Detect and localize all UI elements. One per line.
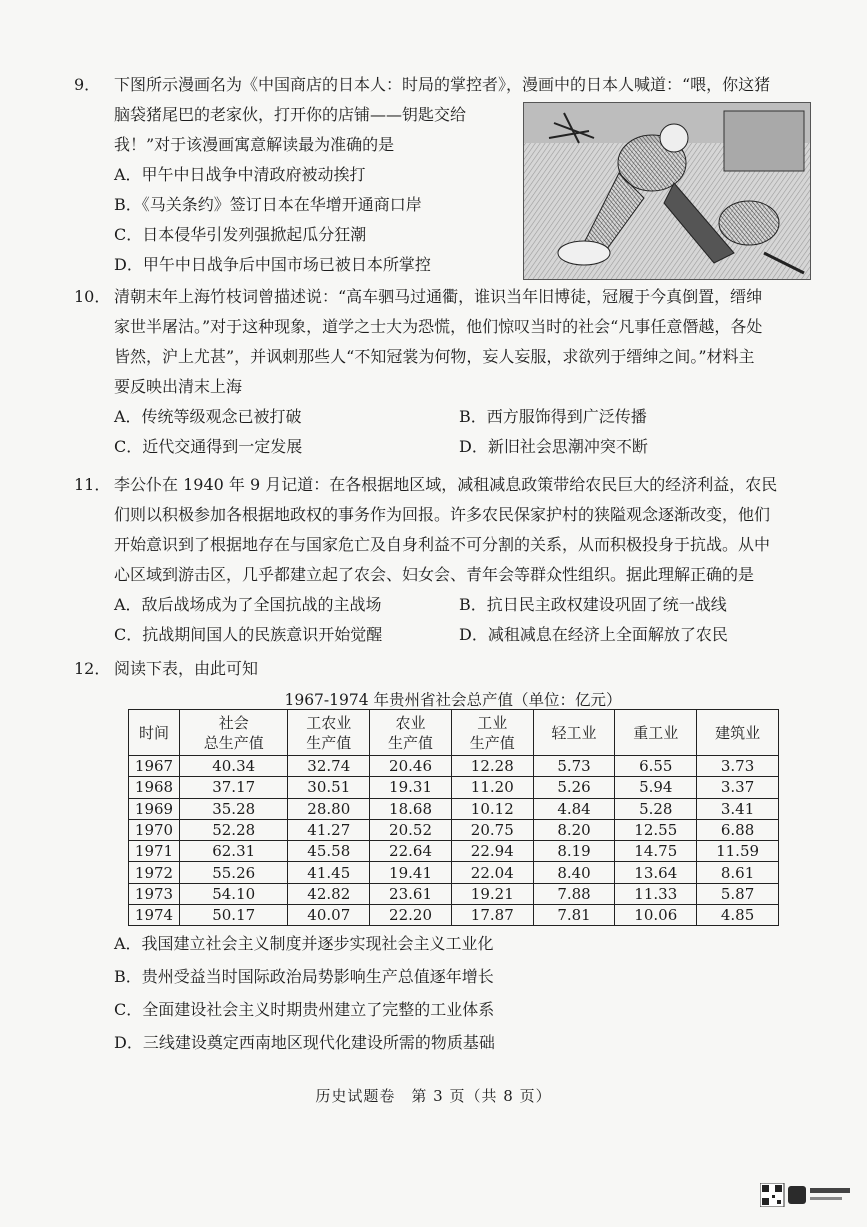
- table-cell: 4.84: [533, 798, 615, 819]
- header-line: 工业: [477, 713, 508, 732]
- table-cell: 55.26: [180, 862, 288, 883]
- table-cell: 11.20: [451, 777, 533, 798]
- table-cell: 1972: [129, 862, 180, 883]
- table-cell: 19.31: [370, 777, 452, 798]
- question-number: 11．: [74, 475, 111, 494]
- table-cell: 1967: [129, 756, 180, 777]
- table-cell: 54.10: [180, 883, 288, 904]
- question-line: 皆然，沪上尤甚”，并讽刺那些人“不知冠裳为何物，妄人妄服，求欲列于缙绅之间。”材料主: [114, 347, 755, 366]
- question-line: 家世半屠沽。”对于这种现象，道学之士大为恐慌，他们惊叹当时的社会“凡事任意僭越，各处: [114, 317, 763, 336]
- table-header-row: [129, 710, 779, 756]
- table-cell: 62.31: [180, 841, 288, 862]
- header-line: 生产值: [306, 733, 352, 752]
- question-options: [114, 590, 827, 650]
- header-line: 工农业: [306, 713, 352, 732]
- table-cell: 3.41: [697, 798, 779, 819]
- header-line: 生产值: [388, 733, 434, 752]
- question-line: 李公仆在 1940 年 9 月记道：在各根据地区域，减租减息政策带给农民巨大的经济利益，农民: [114, 475, 778, 494]
- table-header-cell: [129, 710, 180, 756]
- header-line: 轻工业: [551, 723, 597, 742]
- question-line: 开始意识到了根据地存在与国家危亡及自身利益不可分割的关系，从而积极投身于抗战。从中: [114, 535, 771, 554]
- question-line: 脑袋猪尾巴的老家伙，打开你的店铺——钥匙交给: [114, 105, 467, 124]
- table-cell: 4.85: [697, 905, 779, 926]
- table-cell: 1968: [129, 777, 180, 798]
- option-a: A．敌后战场成为了全国抗战的主战场: [114, 595, 382, 614]
- data-table: [128, 709, 779, 926]
- question-line: 我！”对于该漫画寓意解读最为准确的是: [114, 135, 395, 154]
- table-cell: 7.81: [533, 905, 615, 926]
- question-line: 下图所示漫画名为《中国商店的日本人：时局的掌控者》，漫画中的日本人喊道：“喂，你这猪: [114, 75, 771, 94]
- option-d: D．减租减息在经济上全面解放了农民: [459, 625, 728, 644]
- table-cell: 13.64: [615, 862, 697, 883]
- question-line: 们则以积极参加各根据地政权的事务作为回报。许多农民保家护村的狭隘观念逐渐改变，他们: [114, 505, 771, 524]
- question-number: 9．: [74, 75, 101, 94]
- table-cell: 28.80: [288, 798, 370, 819]
- table-cell: 3.73: [697, 756, 779, 777]
- table-cell: 5.26: [533, 777, 615, 798]
- table-cell: 11.33: [615, 883, 697, 904]
- table-cell: 41.45: [288, 862, 370, 883]
- table-title: 1967-1974 年贵州省社会总产值（单位：亿元）: [284, 691, 622, 709]
- header-line: 社会: [218, 713, 249, 732]
- table-cell: 6.88: [697, 819, 779, 840]
- option-c: C．日本侵华引发列强掀起瓜分狂潮: [114, 225, 367, 244]
- table-body: [129, 756, 779, 926]
- table-cell: 10.12: [451, 798, 533, 819]
- table-cell: 45.58: [288, 841, 370, 862]
- table-cell: 22.04: [451, 862, 533, 883]
- table-row: [129, 756, 779, 777]
- option-c: C．全面建设社会主义时期贵州建立了完整的工业体系: [114, 1000, 495, 1019]
- header-line: 农业: [395, 713, 426, 732]
- header-line: 总生产值: [203, 733, 264, 752]
- header-line: 重工业: [633, 723, 679, 742]
- option-a: A．甲午中日战争中清政府被动挨打: [114, 165, 366, 184]
- table-cell: 52.28: [180, 819, 288, 840]
- option-b: B．贵州受益当时国际政治局势影响生产总值逐年增长: [114, 967, 494, 986]
- table-cell: 7.88: [533, 883, 615, 904]
- question-number: 10．: [74, 287, 111, 306]
- option-d: D．新旧社会思潮冲突不断: [459, 437, 648, 456]
- question-text: [114, 282, 827, 402]
- header-line: 建筑业: [715, 723, 761, 742]
- option-d: D．甲午中日战争后中国市场已被日本所掌控: [114, 255, 431, 274]
- table-cell: 1971: [129, 841, 180, 862]
- table-row: [129, 798, 779, 819]
- option-b: B．抗日民主政权建设巩固了统一战线: [459, 595, 727, 614]
- table-cell: 3.37: [697, 777, 779, 798]
- table-cell: 1970: [129, 819, 180, 840]
- table-row: [129, 841, 779, 862]
- table-row: [129, 819, 779, 840]
- table-cell: 1973: [129, 883, 180, 904]
- table-header-cell: [370, 710, 452, 756]
- question-line: 心区域到游击区，几乎都建立起了农会、妇女会、青年会等群众性组织。据此理解正确的是: [114, 565, 755, 584]
- question-12-options: [82, 929, 827, 1058]
- option-b: B．西方服饰得到广泛传播: [459, 407, 647, 426]
- table-cell: 40.34: [180, 756, 288, 777]
- table-cell: 18.68: [370, 798, 452, 819]
- question-text: [114, 470, 827, 590]
- option-a: A．传统等级观念已被打破: [114, 407, 302, 426]
- table-cell: 20.52: [370, 819, 452, 840]
- table-cell: 8.20: [533, 819, 615, 840]
- table-cell: 1969: [129, 798, 180, 819]
- question-12: [74, 654, 827, 684]
- table-row: [129, 777, 779, 798]
- table-header-cell: [533, 710, 615, 756]
- table-cell: 22.94: [451, 841, 533, 862]
- table-cell: 6.55: [615, 756, 697, 777]
- table-header-cell: [615, 710, 697, 756]
- option-c: C．近代交通得到一定发展: [114, 437, 303, 456]
- table-cell: 20.75: [451, 819, 533, 840]
- question-number: 12．: [74, 659, 111, 678]
- table-cell: 14.75: [615, 841, 697, 862]
- table-header-cell: [288, 710, 370, 756]
- qr-code-icon: [760, 1183, 856, 1207]
- table-cell: 30.51: [288, 777, 370, 798]
- table-header-cell: [451, 710, 533, 756]
- table-cell: 19.21: [451, 883, 533, 904]
- cartoon-illustration: [523, 102, 811, 280]
- option-a: A．我国建立社会主义制度并逐步实现社会主义工业化: [114, 934, 494, 953]
- table-cell: 23.61: [370, 883, 452, 904]
- question-text: 阅读下表，由此可知: [114, 659, 259, 678]
- question-options: [114, 402, 827, 462]
- table-row: [129, 862, 779, 883]
- table-cell: 42.82: [288, 883, 370, 904]
- option-b: B．《马关条约》签订日本在华增开通商口岸: [114, 195, 422, 214]
- table-cell: 10.06: [615, 905, 697, 926]
- option-d: D．三线建设奠定西南地区现代化建设所需的物质基础: [114, 1033, 495, 1052]
- table-cell: 1974: [129, 905, 180, 926]
- table-cell: 37.17: [180, 777, 288, 798]
- question-11: [74, 470, 827, 650]
- page-footer: 历史试题卷 第 3 页（共 8 页）: [315, 1087, 552, 1105]
- table-cell: 8.19: [533, 841, 615, 862]
- table-cell: 41.27: [288, 819, 370, 840]
- table-cell: 11.59: [697, 841, 779, 862]
- table-row: [129, 905, 779, 926]
- table-cell: 12.28: [451, 756, 533, 777]
- question-line: 要反映出清末上海: [114, 377, 243, 396]
- table-cell: 17.87: [451, 905, 533, 926]
- table-cell: 50.17: [180, 905, 288, 926]
- table-cell: 5.28: [615, 798, 697, 819]
- table-cell: 35.28: [180, 798, 288, 819]
- table-cell: 8.40: [533, 862, 615, 883]
- table-cell: 5.94: [615, 777, 697, 798]
- table-header-cell: [180, 710, 288, 756]
- header-line: 生产值: [469, 733, 515, 752]
- table-cell: 12.55: [615, 819, 697, 840]
- option-c: C．抗战期间国人的民族意识开始觉醒: [114, 625, 383, 644]
- question-line: 清朝末年上海竹枝词曾描述说：“高车驷马过通衢，谁识当年旧博徒，冠履于今真倒置，缙绅: [114, 287, 763, 306]
- table-cell: 22.20: [370, 905, 452, 926]
- table-cell: 19.41: [370, 862, 452, 883]
- header-line: 时间: [138, 723, 169, 742]
- table-row: [129, 883, 779, 904]
- table-cell: 20.46: [370, 756, 452, 777]
- table-cell: 8.61: [697, 862, 779, 883]
- table-cell: 5.73: [533, 756, 615, 777]
- table-cell: 40.07: [288, 905, 370, 926]
- question-options: [114, 929, 827, 1058]
- table-cell: 22.64: [370, 841, 452, 862]
- table-cell: 32.74: [288, 756, 370, 777]
- table-header-cell: [697, 710, 779, 756]
- table-cell: 5.87: [697, 883, 779, 904]
- question-10: [74, 282, 827, 462]
